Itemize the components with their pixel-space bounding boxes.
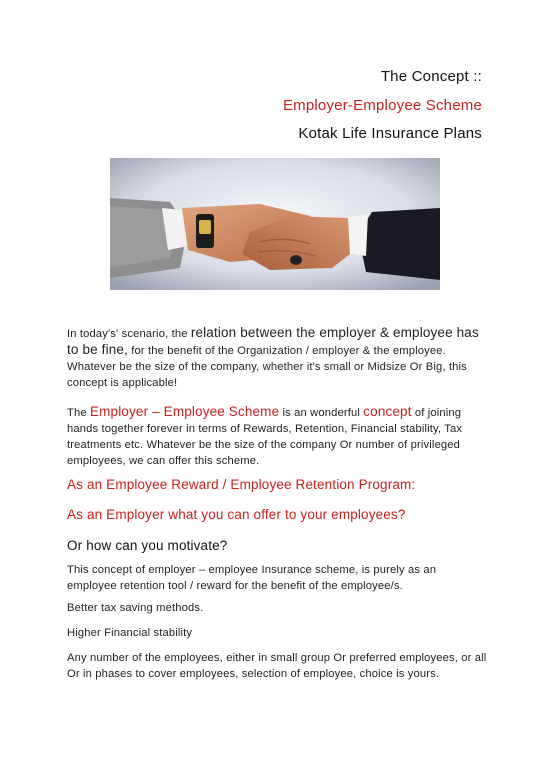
scheme-paragraph bbox=[67, 404, 487, 469]
handshake-photo bbox=[110, 158, 440, 290]
financial-stability-line: Higher Financial stability bbox=[67, 627, 193, 639]
scheme-text-a: The bbox=[67, 407, 90, 419]
heading-the-concept: The Concept :: bbox=[380, 68, 482, 85]
intro-text-emphasis: relation between the employer & employee has to be fine, bbox=[67, 325, 479, 357]
scheme-text-name: Employer – Employee Scheme bbox=[90, 404, 280, 419]
heading-scheme-name: Employer-Employee Scheme bbox=[282, 97, 482, 114]
scheme-text-concept: concept bbox=[363, 404, 412, 419]
intro-text-c: for the benefit of the Organization / employer & the employee. Whatever be the size of the company, whether it's small or Midsize Or Big, this concept is applicable! bbox=[67, 345, 467, 389]
intro-paragraph bbox=[67, 325, 487, 391]
intro-text-a: In today's' scenario, the bbox=[67, 328, 191, 340]
employee-selection-paragraph: Any number of the employees, either in small group Or preferred employees, or all Or in phases to cover employees, selection of employee, choice is yours. bbox=[67, 652, 487, 680]
retention-paragraph: This concept of employer – employee Insurance scheme, is purely as an employee retention tool / reward for the benefit of the employee/s. bbox=[67, 564, 437, 592]
subheading-employer-offer: As an Employer what you can offer to your employees? bbox=[67, 507, 406, 522]
heading-kotak-plans: Kotak Life Insurance Plans bbox=[298, 125, 482, 142]
tax-saving-line: Better tax saving methods. bbox=[67, 602, 204, 614]
scheme-text-e: of joining hands together forever in terms of Rewards, Retention, Financial stability, Tax treatments etc. Whatever be the size of the company Or number of privileged employees, we can offer this scheme. bbox=[67, 407, 463, 467]
subheading-reward-program: As an Employee Reward / Employee Retention Program: bbox=[67, 477, 416, 492]
scheme-text-c: is an wonderful bbox=[279, 407, 364, 419]
subheading-motivate: Or how can you motivate? bbox=[67, 538, 228, 553]
